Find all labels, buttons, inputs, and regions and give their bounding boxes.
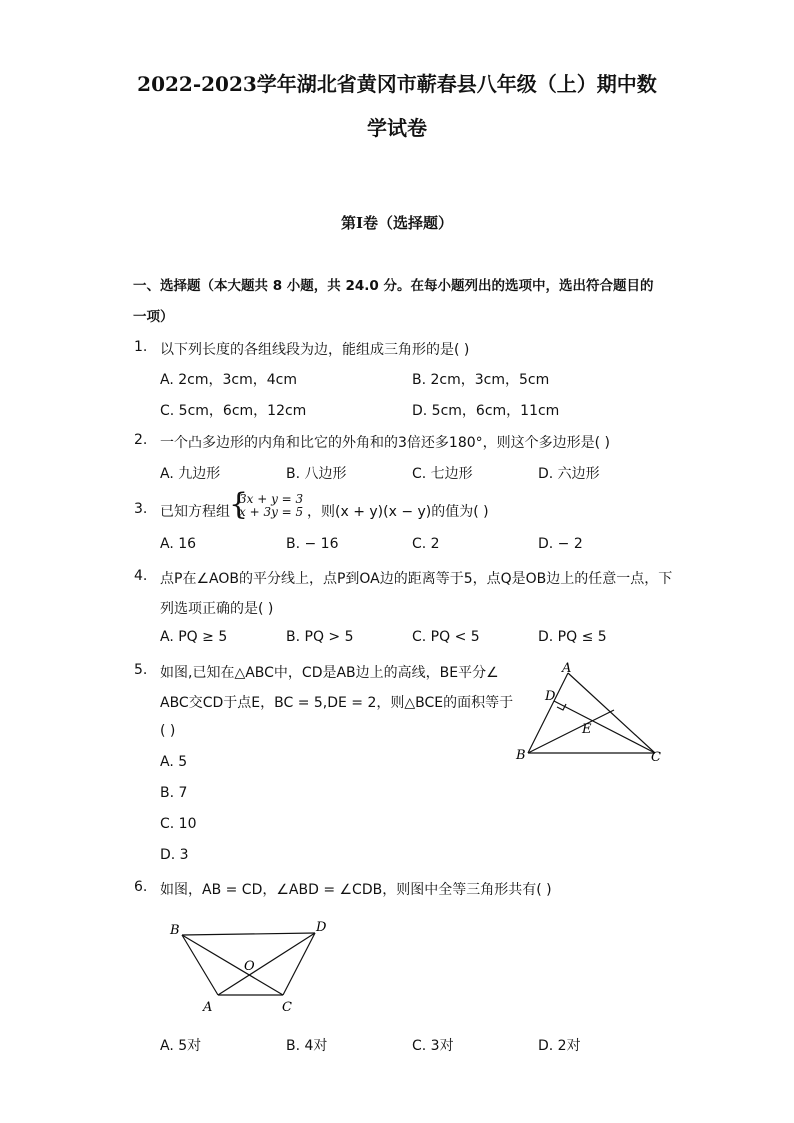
label-b: B <box>170 923 180 938</box>
question-text-line2: 列选项正确的是( ) <box>160 601 274 617</box>
option-b: B. 7 <box>160 785 188 801</box>
question-text: 一个凸多边形的内角和比它的外角和的3倍还多180°，则这个多边形是( ) <box>160 435 611 451</box>
segment-cd <box>554 701 655 753</box>
question-number: 6. <box>134 879 148 895</box>
segment-ac <box>568 673 655 753</box>
exam-title-line1: 2022-2023学年湖北省黄冈市蕲春县八年级（上）期中数 <box>137 72 657 96</box>
option-a: A. 16 <box>160 536 197 552</box>
option-b: B. PQ > 5 <box>286 629 354 645</box>
label-e: E <box>582 722 592 737</box>
option-d: D. − 2 <box>538 536 583 552</box>
segment-dc <box>283 933 315 995</box>
question-number: 3. <box>134 501 148 517</box>
label-c: C <box>651 750 661 765</box>
label-b: B <box>516 748 526 763</box>
equation-2: x + 3y = 5 <box>239 505 304 519</box>
segment-bd <box>182 933 315 935</box>
part-header-line2: 一项） <box>133 309 174 325</box>
label-a: A <box>203 1000 213 1015</box>
question-text-line3: ( ) <box>160 723 176 739</box>
option-c: C. 2 <box>412 536 440 552</box>
equation-1: 3x + y = 3 <box>239 492 304 506</box>
question-text-suffix: ，则(x + y)(x − y)的值为( ) <box>307 504 489 520</box>
option-b: B. 八边形 <box>286 466 347 482</box>
trapezoid-figure <box>160 912 340 1016</box>
option-b: B. − 16 <box>286 536 339 552</box>
option-d: D. 3 <box>160 847 189 863</box>
option-d: D. PQ ≤ 5 <box>538 629 607 645</box>
option-a: A. 5 <box>160 754 188 770</box>
question-text-line2: ABC交CD于点E，BC = 5,DE = 2，则△BCE的面积等于 <box>160 695 514 711</box>
option-d: D. 六边形 <box>538 466 600 482</box>
option-a: A. 2cm，3cm，4cm <box>160 372 297 388</box>
question-text: 如图，AB = CD，∠ABD = ∠CDB，则图中全等三角形共有( ) <box>160 882 552 898</box>
equation-brace: { <box>229 487 249 522</box>
segment-ba <box>182 935 218 995</box>
option-c: C. 3对 <box>412 1038 454 1054</box>
segment-be <box>528 710 614 753</box>
question-text-line1: 如图,已知在△ABC中，CD是AB边上的高线，BE平分∠ <box>160 665 499 681</box>
option-c: C. 七边形 <box>412 466 473 482</box>
question-text: 以下列长度的各组线段为边，能组成三角形的是( ) <box>160 342 470 358</box>
option-c: C. 10 <box>160 816 197 832</box>
segment-ab <box>528 673 568 753</box>
section-title: 第I卷（选择题） <box>340 214 454 232</box>
option-a: A. PQ ≥ 5 <box>160 629 228 645</box>
question-text-prefix: 已知方程组 <box>160 504 230 520</box>
label-d: D <box>316 920 327 935</box>
option-d: D. 2对 <box>538 1038 581 1054</box>
label-d: D <box>545 689 556 704</box>
triangle-abc-figure <box>510 656 670 768</box>
label-o: O <box>244 959 255 974</box>
question-number: 2. <box>134 432 148 448</box>
question-number: 4. <box>134 568 148 584</box>
option-b: B. 2cm，3cm，5cm <box>412 372 550 388</box>
question-number: 1. <box>134 339 148 355</box>
exam-title-line2: 学试卷 <box>367 116 427 140</box>
option-b: B. 4对 <box>286 1038 328 1054</box>
option-d: D. 5cm，6cm，11cm <box>412 403 560 419</box>
option-c: C. 5cm，6cm，12cm <box>160 403 307 419</box>
question-text-line1: 点P在∠AOB的平分线上，点P到OA边的距离等于5，点Q是OB边上的任意一点，下 <box>160 571 673 587</box>
label-c: C <box>282 1000 292 1015</box>
option-c: C. PQ < 5 <box>412 629 480 645</box>
label-a: A <box>562 661 572 676</box>
question-number: 5. <box>134 662 148 678</box>
option-a: A. 九边形 <box>160 466 221 482</box>
option-a: A. 5对 <box>160 1038 202 1054</box>
part-header-line1: 一、选择题（本大题共 8 小题，共 24.0 分。在每小题列出的选项中，选出符合题目的 <box>133 278 654 294</box>
